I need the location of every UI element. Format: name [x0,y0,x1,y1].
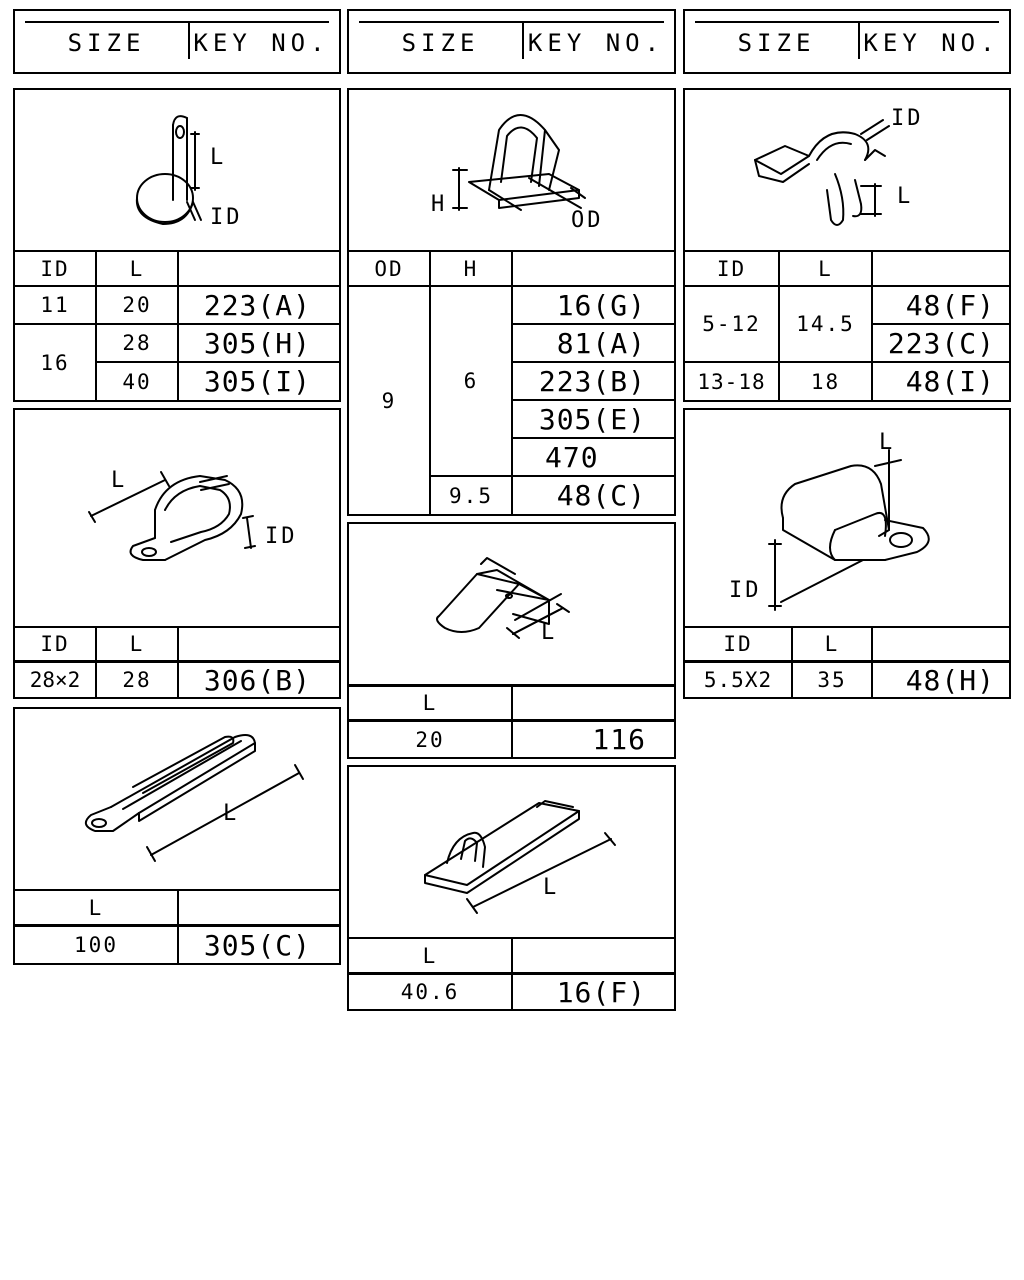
col-header-h: H [463,256,479,281]
dim-label-od: OD [571,208,604,233]
part-panel-clip-od [347,88,676,516]
table-cell-od: 9 [381,388,397,413]
table-cell-l: 20 [122,293,152,317]
dim-label-h: H [431,192,448,217]
key-header: KEY NO. [193,29,330,57]
col-header-l: L [818,256,833,281]
key-header: KEY NO. [527,29,665,57]
dim-label-id: ID [265,524,298,549]
size-header: SIZE [67,29,146,57]
header-col1 [13,9,341,74]
key-number: 81(A) [556,326,646,360]
dim-label-id: ID [891,106,924,131]
key-number: 223(A) [203,288,311,322]
key-number: 223(C) [887,326,995,360]
key-header: KEY NO. [863,29,1000,57]
dim-label-id: ID [210,205,243,230]
dim-label-l: L [541,620,558,645]
table-cell-id: 13-18 [697,369,766,394]
col-header-id: ID [40,256,70,281]
table-cell-h: 9.5 [449,483,493,508]
table-cell-l: 20 [415,727,445,752]
dim-label-id: ID [729,578,762,603]
table-cell-id: 28×2 [29,668,81,692]
key-number: 305(C) [203,928,311,962]
col-header-od: OD [374,256,404,281]
key-number: 16(F) [556,975,646,1009]
col-header-l: L [129,632,145,656]
table-cell-id: 11 [40,293,70,317]
part-panel-loop-clamp [683,408,1011,699]
col-header-id: ID [723,632,753,656]
dim-label-l: L [897,184,914,209]
col-header-l: L [422,691,438,715]
dim-label-l: L [111,468,128,493]
key-number: 223(B) [538,364,646,398]
dim-label-l: L [223,801,240,826]
key-number: 48(H) [905,663,995,697]
col-header-l: L [422,943,438,968]
table-cell-l: 100 [74,933,118,957]
col-header-l: L [88,895,104,920]
col-header-id: ID [716,256,747,281]
flat-clip-drawing [349,767,674,937]
size-header: SIZE [737,29,816,57]
table-cell-id: 16 [40,350,70,375]
col-header-l: L [129,256,145,281]
part-panel-strap [13,707,341,965]
col-header-l: L [824,632,840,656]
table-cell-l: 28 [122,331,152,355]
part-panel-double-clamp [683,88,1011,402]
clip-od-drawing [349,90,674,250]
part-panel-hook-clip [347,522,676,759]
key-number: 48(C) [556,479,646,512]
dim-label-l: L [879,430,896,455]
key-number: 305(I) [203,365,311,398]
table-cell-h: 6 [463,369,479,393]
double-clamp-drawing [685,90,1009,250]
strap-drawing [15,709,339,889]
key-number: 470 [545,440,599,474]
dim-label-l: L [210,145,227,170]
part-panel-flat-clip [347,765,676,1011]
table-cell-l: 35 [817,668,847,692]
table-cell-id: 5-12 [702,312,761,336]
table-cell-id: 5.5X2 [703,668,773,692]
size-header: SIZE [401,29,480,57]
key-number: 306(B) [203,663,311,697]
header-col3 [683,9,1011,74]
table-cell-l: 28 [122,668,152,692]
hook-clip-drawing [349,524,674,684]
key-number: 305(H) [203,326,311,360]
clamp-round-drawing [15,90,339,250]
table-cell-l: 40.6 [400,980,460,1004]
dim-label-l: L [543,875,560,900]
key-number: 305(E) [538,402,646,436]
table-cell-l: 40 [122,369,152,394]
table-cell-l: 14.5 [796,312,855,336]
part-panel-clamp-oval [13,408,341,699]
part-panel-clamp-round [13,88,341,402]
header-col2 [347,9,676,74]
clamp-oval-drawing [15,410,339,626]
key-number: 48(F) [905,288,995,322]
key-number: 16(G) [556,288,646,322]
table-cell-l: 18 [810,369,841,394]
col-header-id: ID [40,632,70,656]
key-number: 116 [592,723,646,756]
key-number: 48(I) [905,365,995,398]
